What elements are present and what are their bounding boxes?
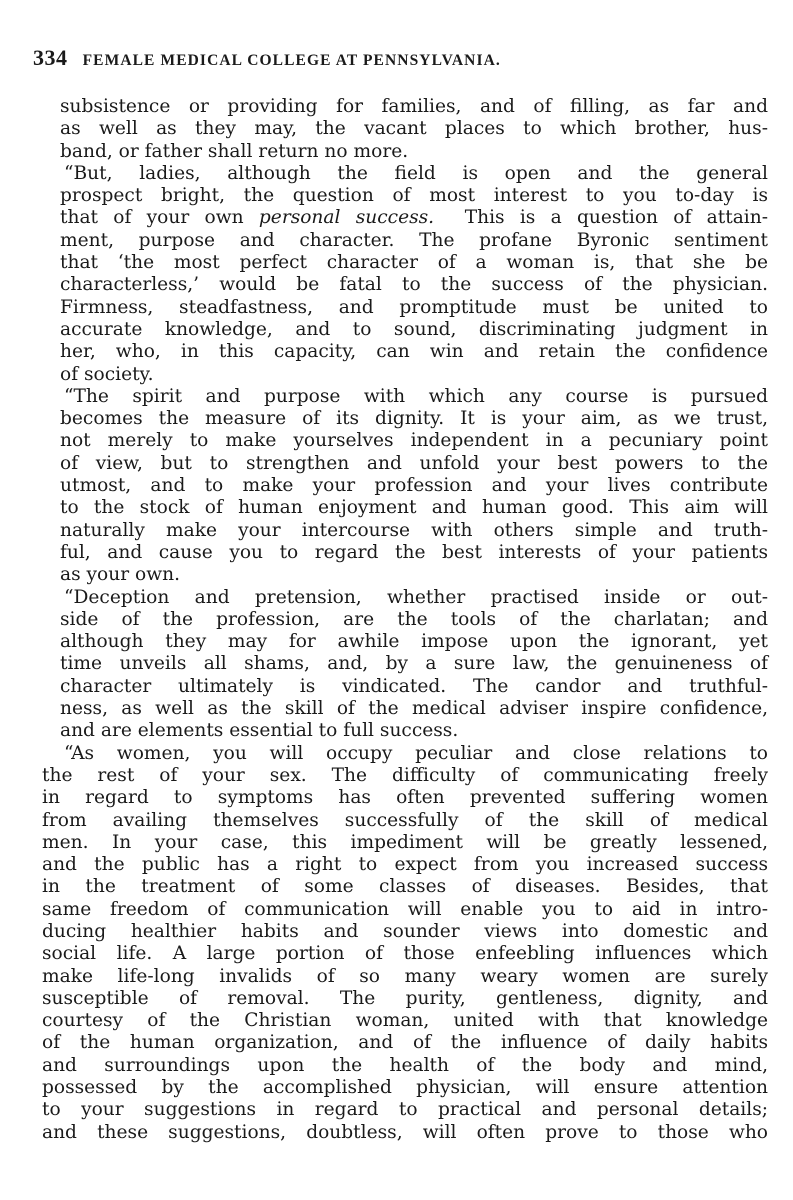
text-line: possessed by the accomplished physician, will ensure attention	[42, 1077, 768, 1099]
text-line: courtesy of the Christian woman, united with that knowledge	[42, 1010, 768, 1032]
text-line: from availing themselves successfully of the skill of medical	[42, 809, 768, 831]
text-line: prospect bright, the question of most interest to you to-day is	[60, 185, 768, 207]
text-line: and these suggestions, doubtless, will often prove to those who	[42, 1121, 768, 1143]
text-fragment: that of your own	[60, 207, 244, 229]
text-line: in the treatment of some classes of diseases. Besides, that	[42, 876, 768, 898]
text-line: subsistence or providing for families, and of filling, as far and	[60, 96, 768, 117]
italic-phrase: personal success.	[258, 207, 435, 229]
running-title: FEMALE MEDICAL COLLEGE AT PENNSYLVANIA.	[82, 52, 501, 69]
text-line: not merely to make yourselves independent in a pecuniary point	[60, 430, 768, 452]
text-line: ducing healthier habits and sounder views into domestic and	[42, 920, 768, 942]
text-line: and are elements essential to full success.	[60, 720, 459, 742]
paragraph-start-line: “Deception and pretension, whether practised inside or out-	[64, 586, 768, 608]
text-line: characterless,’ would be fatal to the success of the physician.	[60, 274, 768, 296]
text-line	[42, 207, 768, 229]
text-line: her, who, in this capacity, can win and retain the confidence	[60, 341, 768, 363]
text-line: time unveils all shams, and, by a sure law, the genuineness of	[60, 653, 768, 675]
text-line: side of the profession, are the tools of the charlatan; and	[60, 608, 768, 630]
text-line: ness, as well as the skill of the medical adviser inspire confidence,	[60, 698, 768, 720]
text-line: susceptible of removal. The purity, gentleness, dignity, and	[42, 987, 768, 1009]
text-line: men. In your case, this impediment will be greatly lessened,	[42, 831, 768, 853]
text-fragment: This is a question of attain-	[464, 207, 768, 229]
text-line: social life. A large portion of those enfeebling influences which	[42, 943, 768, 965]
paragraph-start-line: “But, ladies, although the field is open and the general	[64, 162, 768, 184]
text-line: in regard to symptoms has often prevented suffering women	[42, 787, 768, 809]
text-line: to your suggestions in regard to practical and personal details;	[42, 1099, 768, 1121]
text-line: utmost, and to make your profession and your lives contribute	[60, 475, 768, 497]
text-line: the rest of your sex. The difficulty of communicating freely	[42, 764, 768, 786]
text-line: although they may for awhile impose upon the ignorant, yet	[60, 631, 768, 653]
text-line: as your own.	[60, 564, 181, 586]
paragraph-start-line: “As women, you will occupy peculiar and close relations to	[64, 742, 768, 764]
text-line: ment, purpose and character. The profane Byronic sentiment	[60, 229, 768, 251]
text-line: to the stock of human enjoyment and human good. This aim will	[60, 497, 768, 519]
text-line: of the human organization, and of the influence of daily habits	[42, 1032, 768, 1054]
text-line: character ultimately is vindicated. The candor and truthful-	[60, 675, 768, 697]
text-line: that ‘the most perfect character of a woman is, that she be	[60, 252, 768, 274]
text-line: naturally make your intercourse with others simple and truth-	[60, 519, 768, 541]
running-head	[33, 45, 753, 75]
text-line: ful, and cause you to regard the best interests of your patients	[60, 541, 768, 563]
text-line: band, or father shall return no more.	[60, 140, 409, 162]
text-line: and the public has a right to expect from you increased success	[42, 854, 768, 876]
text-line: make life-long invalids of so many weary women are surely	[42, 965, 768, 987]
body-text	[42, 96, 768, 1144]
text-line: of view, but to strengthen and unfold your best powers to the	[60, 452, 768, 474]
text-line: and surroundings upon the health of the body and mind,	[42, 1054, 768, 1076]
text-line: becomes the measure of its dignity. It is your aim, as we trust,	[60, 408, 768, 430]
text-line: as well as they may, the vacant places to which brother, hus-	[60, 118, 768, 140]
text-line: Firmness, steadfastness, and promptitude must be united to	[60, 296, 768, 318]
text-line: same freedom of communication will enable you to aid in intro-	[42, 898, 768, 920]
page-number: 334	[33, 45, 68, 70]
paragraph-start-line: “The spirit and purpose with which any course is pursued	[64, 385, 768, 407]
text-line: accurate knowledge, and to sound, discriminating judgment in	[60, 318, 768, 340]
text-line: of society.	[60, 363, 154, 385]
